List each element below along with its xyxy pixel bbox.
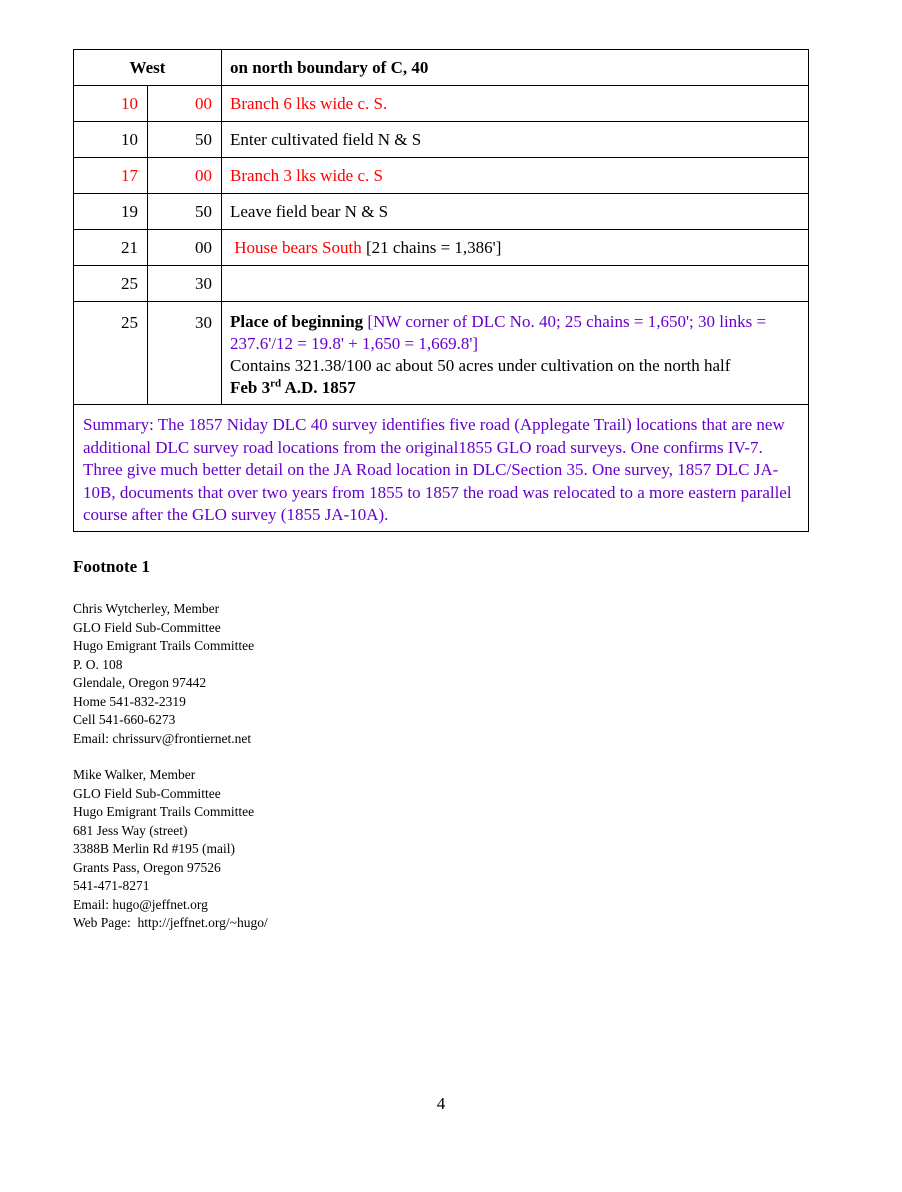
links-cell: 00	[148, 86, 222, 122]
summary-row	[74, 405, 809, 532]
place-note: [NW corner of DLC No. 40; 25 chains = 1,650'; 30 links = 237.6'/12 = 19.8' + 1,650 = 1,669.8']	[230, 312, 767, 353]
place-label: Place of beginning	[230, 312, 364, 331]
chains-cell: 19	[74, 194, 148, 230]
contact-line: 681 Jess Way (street)	[73, 822, 188, 838]
contact-block-2	[73, 766, 268, 933]
table-header-row	[74, 50, 809, 86]
table-row-place-of-beginning	[74, 302, 809, 405]
note-cell	[222, 230, 809, 266]
contact-line: 3388B Merlin Rd #195 (mail)	[73, 841, 235, 856]
chains-cell: 21	[74, 230, 148, 266]
contact-line: GLO Field Sub-Committee	[73, 619, 221, 635]
note-cell	[222, 266, 809, 302]
note-cell: Enter cultivated field N & S	[222, 122, 809, 158]
links-cell: 00	[148, 230, 222, 266]
note-red-text: House bears South	[234, 237, 362, 257]
contact-line: Hugo Emigrant Trails Committee	[73, 638, 255, 653]
date-text	[230, 377, 808, 399]
contact-line: Chris Wytcherley, Member	[73, 601, 220, 616]
contains-text: Contains 321.38/100 ac about 50 acres under cultivation on the north half	[230, 356, 731, 375]
contact-line: Glendale, Oregon 97442	[73, 675, 207, 690]
contact-email-link[interactable]: Email: chrissurv@frontiernet.net	[73, 730, 252, 746]
header-description: on north boundary of C, 40	[222, 50, 809, 86]
note-cell: Branch 6 lks wide c. S.	[222, 86, 809, 122]
date-prefix: Feb 3	[230, 378, 271, 397]
note-cell	[222, 302, 809, 405]
contact-line: Hugo Emigrant Trails Committee	[73, 804, 255, 819]
contact-line: Mike Walker, Member	[73, 767, 196, 782]
table-row	[74, 266, 809, 302]
contact-line: Home 541-832-2319	[73, 693, 186, 709]
contact-line: Grants Pass, Oregon 97526	[73, 859, 221, 875]
table-row	[74, 230, 809, 266]
chains-cell: 17	[74, 158, 148, 194]
links-cell: 50	[148, 122, 222, 158]
links-cell: 50	[148, 194, 222, 230]
contact-web-link[interactable]: Web Page: http://jeffnet.org/~hugo/	[73, 915, 268, 930]
note-cell: Leave field bear N & S	[222, 194, 809, 230]
page-number: 4	[436, 1094, 446, 1113]
date-suffix: A.D. 1857	[281, 378, 356, 397]
note-black-text: [21 chains = 1,386']	[365, 237, 502, 257]
table-row	[74, 86, 809, 122]
table-row	[74, 122, 809, 158]
chains-cell: 10	[74, 86, 148, 122]
links-cell: 00	[148, 158, 222, 194]
note-cell: Branch 3 lks wide c. S	[222, 158, 809, 194]
contact-line: GLO Field Sub-Committee	[73, 785, 221, 801]
footnote-title: Footnote 1	[73, 557, 150, 576]
contact-block-1	[73, 600, 254, 748]
contact-email-link[interactable]: Email: hugo@jeffnet.org	[73, 896, 208, 912]
chains-cell: 10	[74, 122, 148, 158]
chains-cell: 25	[74, 266, 148, 302]
table-row	[74, 194, 809, 230]
contact-line: P. O. 108	[73, 656, 123, 672]
survey-table	[73, 49, 809, 532]
date-sup: rd	[270, 377, 282, 390]
links-cell: 30	[148, 302, 222, 405]
links-cell: 30	[148, 266, 222, 302]
contact-line: 541-471-8271	[73, 878, 150, 893]
chains-cell: 25	[74, 302, 148, 405]
table-row	[74, 158, 809, 194]
contact-line: Cell 541-660-6273	[73, 712, 176, 727]
header-west: West	[74, 50, 222, 86]
summary-text: Summary: The 1857 Niday DLC 40 survey identifies five road (Applegate Trail) locations that are new additional DLC survey road locations from the original1855 GLO road surveys. One confirms IV-7. Three give much better detail on the JA Road location in DLC/Section 35. One survey, 1857 DLC JA-10B, documents that over two years from 1855 to 1857 the road was relocated to a more eastern parallel course after the GLO survey (1855 JA-10A).	[74, 405, 809, 532]
